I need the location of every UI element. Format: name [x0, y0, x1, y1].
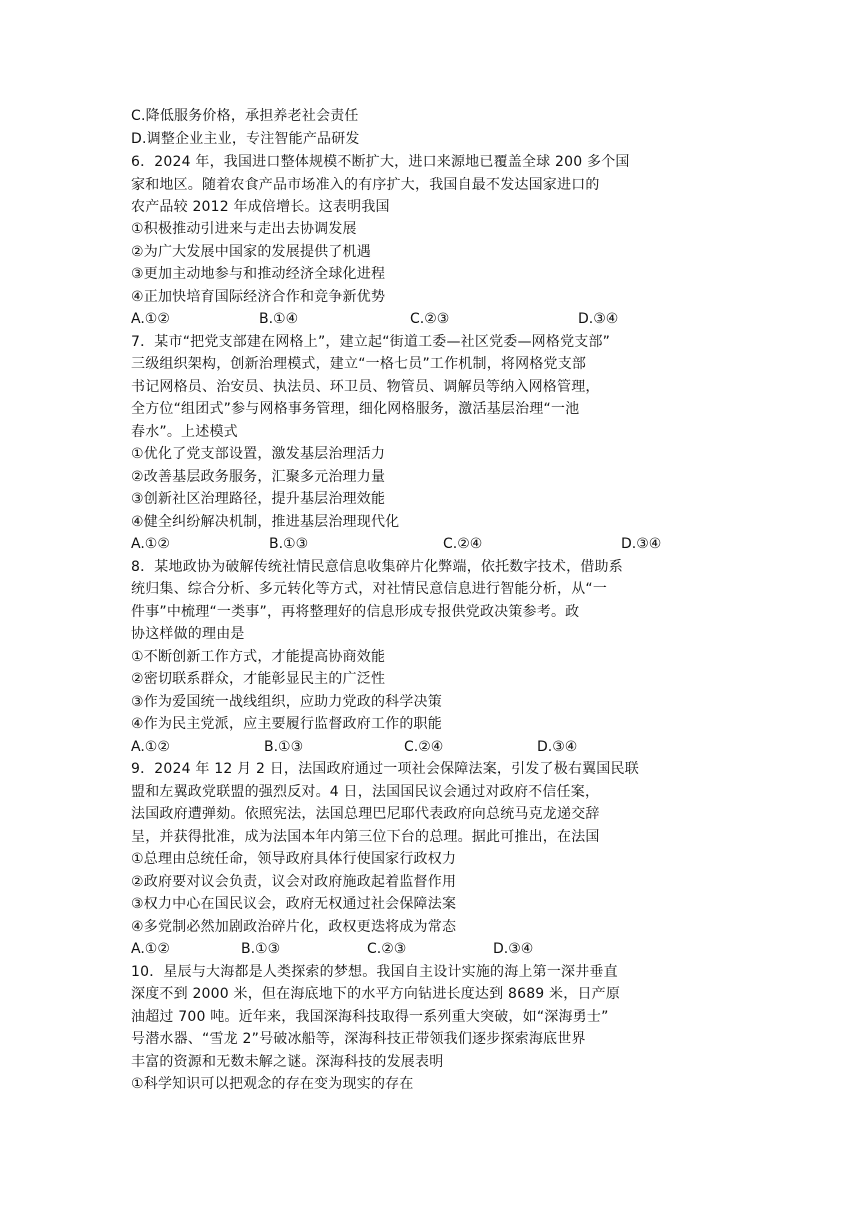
q8-statement-2: ②密切联系群众，才能彰显民主的广泛性: [131, 671, 386, 687]
q9-choice-b: B.①③: [241, 941, 281, 957]
q5-option-d: D.调整企业主业，专注智能产品研发: [131, 131, 360, 147]
q8-choice-b: B.①③: [264, 739, 304, 755]
q7-statement-1: ①优化了党支部设置，激发基层治理活力: [131, 446, 386, 462]
q10-stem-line2: 深度不到 2000 米，但在海底地下的水平方向钻进长度达到 8689 米，日产原: [131, 986, 621, 1002]
q9-stem-line3: 法国政府遭弹劾。依照宪法，法国总理巴尼耶代表政府向总统马克龙递交辞: [131, 806, 600, 822]
q8-stem-line4: 协这样做的理由是: [131, 626, 245, 642]
q7-stem-line4: 全方位“组团式”参与网格事务管理，细化网格服务，激活基层治理“一池: [131, 401, 580, 417]
q9-statement-4: ④多党制必然加剧政治碎片化，政权更迭将成为常态: [131, 919, 457, 935]
q8-choice-a: A.①②: [131, 739, 170, 755]
q10-stem-line3: 油超过 700 吨。近年来，我国深海科技取得一系列重大突破，如“深海勇士”: [131, 1009, 609, 1025]
q6-choice-d: D.③④: [578, 311, 619, 327]
q8-statement-3: ③作为爱国统一战线组织，应助力党政的科学决策: [131, 694, 442, 710]
q6-stem-line3: 农产品较 2012 年成倍增长。这表明我国: [131, 199, 390, 215]
q8-statement-4: ④作为民主党派，应主要履行监督政府工作的职能: [131, 716, 442, 732]
q10-stem-line1: 10．星辰与大海都是人类探索的梦想。我国自主设计实施的海上第一深井垂直: [131, 964, 618, 980]
q6-choice-a: A.①②: [131, 311, 170, 327]
q9-statement-3: ③权力中心在国民议会，政府无权通过社会保障法案: [131, 896, 457, 912]
q10-stem-line4: 号潜水器、“雪龙 2”号破冰船等，深海科技正带领我们逐步探索海底世界: [131, 1031, 586, 1047]
q8-stem-line1: 8．某地政协为破解传统社情民意信息收集碎片化弊端，依托数字技术，借助系: [131, 559, 623, 575]
q7-choice-b: B.①③: [269, 536, 309, 552]
q9-choice-c: C.②③: [367, 941, 407, 957]
q6-choice-c: C.②③: [410, 311, 450, 327]
q6-statement-2: ②为广大发展中国家的发展提供了机遇: [131, 244, 371, 260]
q7-statement-3: ③创新社区治理路径，提升基层治理效能: [131, 491, 386, 507]
q9-choice-d: D.③④: [493, 941, 534, 957]
q7-statement-4: ④健全纠纷解决机制，推进基层治理现代化: [131, 514, 400, 530]
q7-stem-line1: 7．某市“把党支部建在网格上”，建立起“街道工委—社区党委—网格党支部”: [131, 334, 611, 350]
q8-stem-line3: 件事”中梳理“一类事”，再将整理好的信息形成专报供党政决策参考。政: [131, 604, 580, 620]
q9-statement-2: ②政府要对议会负责，议会对政府施政起着监督作用: [131, 874, 457, 890]
q9-stem-line2: 盟和左翼政党联盟的强烈反对。4 日，法国国民议会通过对政府不信任案，: [131, 784, 600, 800]
q6-stem-line2: 家和地区。随着农食产品市场准入的有序扩大，我国自最不发达国家进口的: [131, 177, 600, 193]
q5-option-c: C.降低服务价格，承担养老社会责任: [131, 108, 359, 124]
q8-choice-d: D.③④: [537, 739, 578, 755]
q7-stem-line5: 春水”。上述模式: [131, 424, 238, 440]
q8-choice-c: C.②④: [404, 739, 444, 755]
q6-stem-line1: 6．2024 年，我国进口整体规模不断扩大，进口来源地已覆盖全球 200 多个国: [131, 154, 630, 170]
q7-stem-line2: 三级组织架构，创新治理模式，建立“一格七员”工作机制，将网格党支部: [131, 356, 587, 372]
q7-choice-c: C.②④: [443, 536, 483, 552]
q7-choice-d: D.③④: [621, 536, 662, 552]
q6-statement-1: ①积极推动引进来与走出去协调发展: [131, 221, 357, 237]
q9-stem-line4: 呈，并获得批准，成为法国本年内第三位下台的总理。据此可推出，在法国: [131, 829, 600, 845]
q10-stem-line5: 丰富的资源和无数未解之谜。深海科技的发展表明: [131, 1054, 444, 1070]
q10-statement-1: ①科学知识可以把观念的存在变为现实的存在: [131, 1076, 414, 1092]
q6-statement-4: ④正加快培育国际经济合作和竞争新优势: [131, 289, 386, 305]
q8-statement-1: ①不断创新工作方式，才能提高协商效能: [131, 649, 386, 665]
q7-choice-a: A.①②: [131, 536, 170, 552]
q9-choice-a: A.①②: [131, 941, 170, 957]
q6-choice-b: B.①④: [259, 311, 299, 327]
q7-statement-2: ②改善基层政务服务，汇聚多元治理力量: [131, 469, 386, 485]
q9-stem-line1: 9．2024 年 12 月 2 日，法国政府通过一项社会保障法案，引发了极右翼国民联: [131, 761, 639, 777]
q9-statement-1: ①总理由总统任命，领导政府具体行使国家行政权力: [131, 851, 457, 867]
q8-stem-line2: 统归集、综合分析、多元转化等方式，对社情民意信息进行智能分析，从“一: [131, 581, 608, 597]
q7-stem-line3: 书记网格员、治安员、执法员、环卫员、物管员、调解员等纳入网格管理，: [131, 379, 600, 395]
q6-statement-3: ③更加主动地参与和推动经济全球化进程: [131, 266, 386, 282]
